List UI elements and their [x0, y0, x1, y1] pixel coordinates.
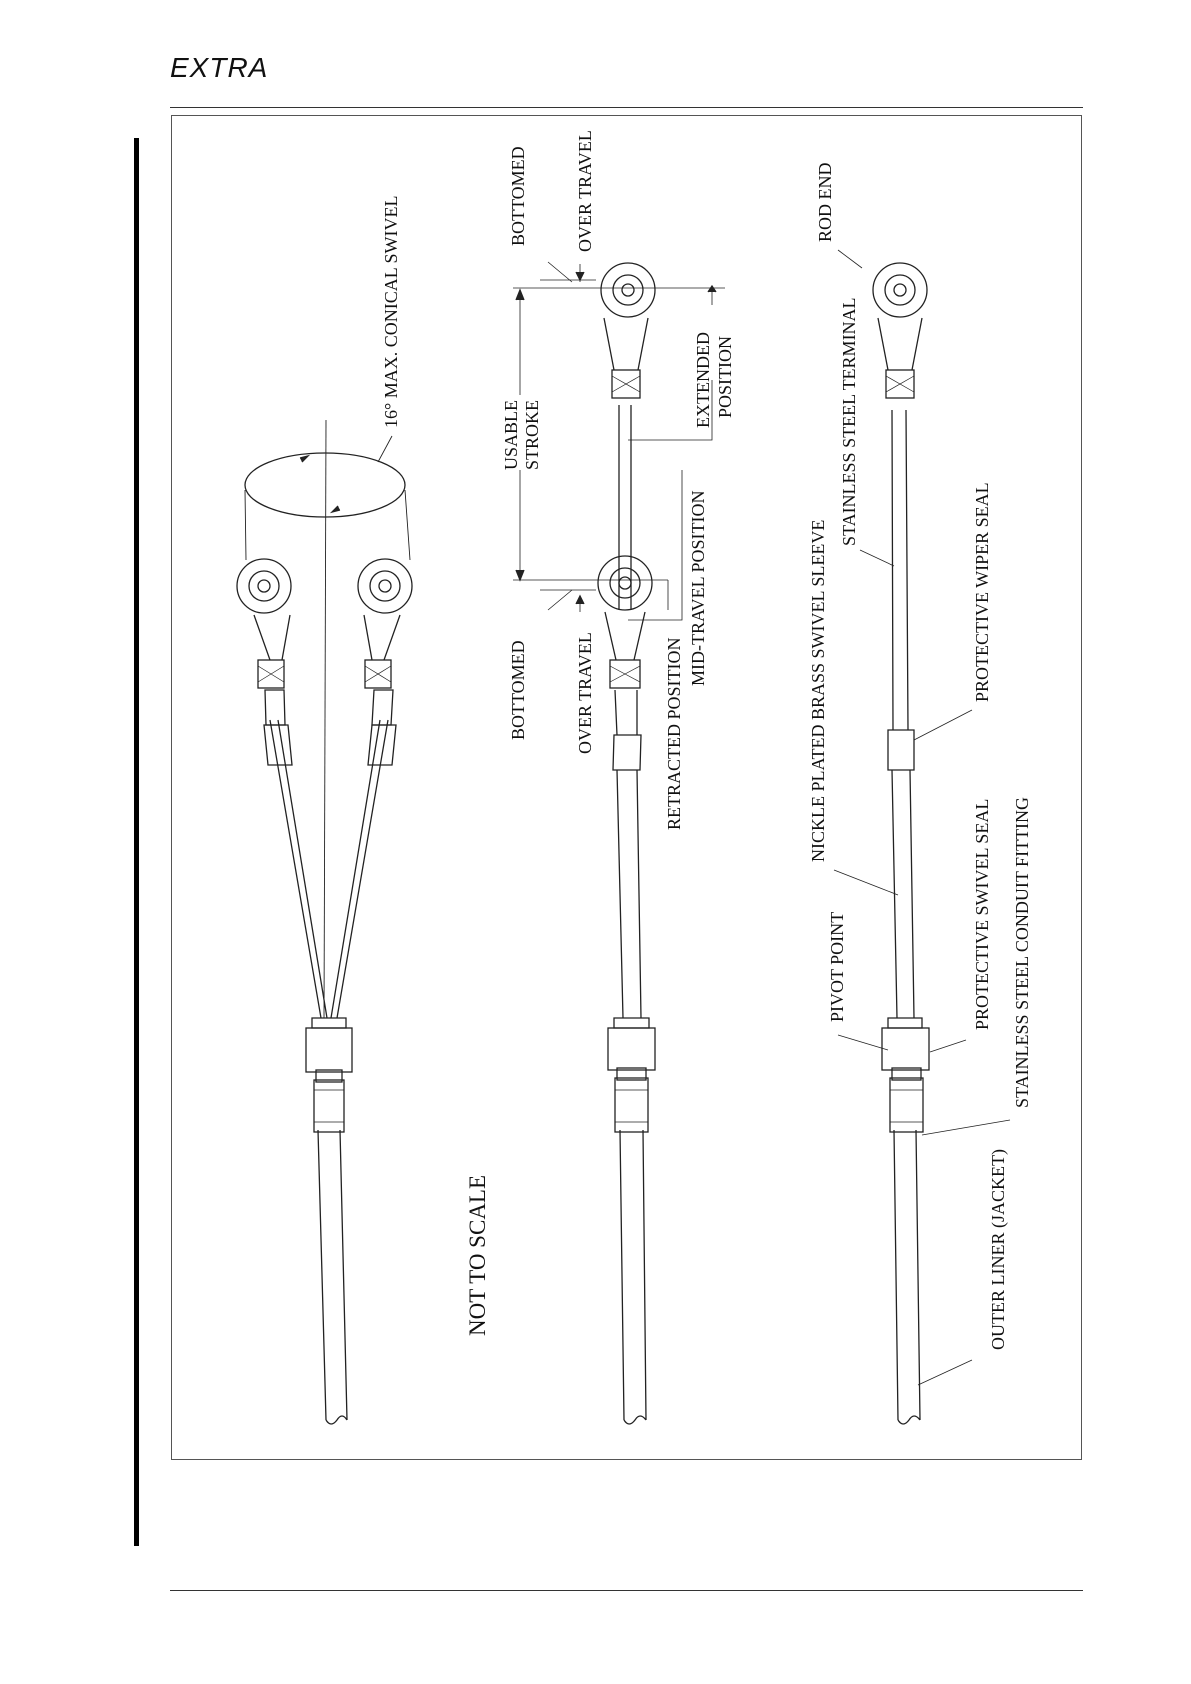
label-not-to-scale: NOT TO SCALE: [465, 1174, 490, 1336]
cable-conical-swivel: [237, 420, 412, 1424]
label-over-travel-top: OVER TRAVEL: [575, 130, 595, 252]
label-bottomed-bottom: BOTTOMED: [508, 640, 528, 740]
label-protective-swivel-seal: PROTECTIVE SWIVEL SEAL: [972, 798, 992, 1030]
cable-stroke-positions: [513, 262, 725, 1424]
label-extended-position-line2: POSITION: [715, 335, 735, 418]
label-protective-wiper-seal: PROTECTIVE WIPER SEAL: [972, 482, 992, 702]
label-bottomed-top: BOTTOMED: [508, 146, 528, 246]
label-usable-stroke-line2: STROKE: [522, 399, 542, 470]
label-usable-stroke-line1: USABLE: [501, 399, 521, 470]
label-extended-position-line1: EXTENDED: [693, 332, 713, 428]
label-outer-liner-jacket: OUTER LINER (JACKET): [988, 1149, 1008, 1350]
label-rod-end: ROD END: [815, 162, 835, 242]
label-16-max-conical-swivel: 16° MAX. CONICAL SWIVEL: [381, 195, 401, 428]
label-pivot-point: PIVOT POINT: [827, 911, 847, 1022]
label-mid-travel-position: MID-TRAVEL POSITION: [688, 490, 708, 686]
label-stainless-steel-conduit-fitting: STAINLESS STEEL CONDUIT FITTING: [1012, 796, 1032, 1108]
label-over-travel-bottom: OVER TRAVEL: [575, 632, 595, 754]
extra-logo: EXTRA: [170, 52, 269, 83]
label-nickle-plated-brass-swivel-sleeve: NICKLE PLATED BRASS SWIVEL SLEEVE: [808, 519, 828, 862]
label-stainless-steel-terminal: STAINLESS STEEL TERMINAL: [839, 297, 859, 546]
label-retracted-position: RETRACTED POSITION: [664, 637, 684, 830]
